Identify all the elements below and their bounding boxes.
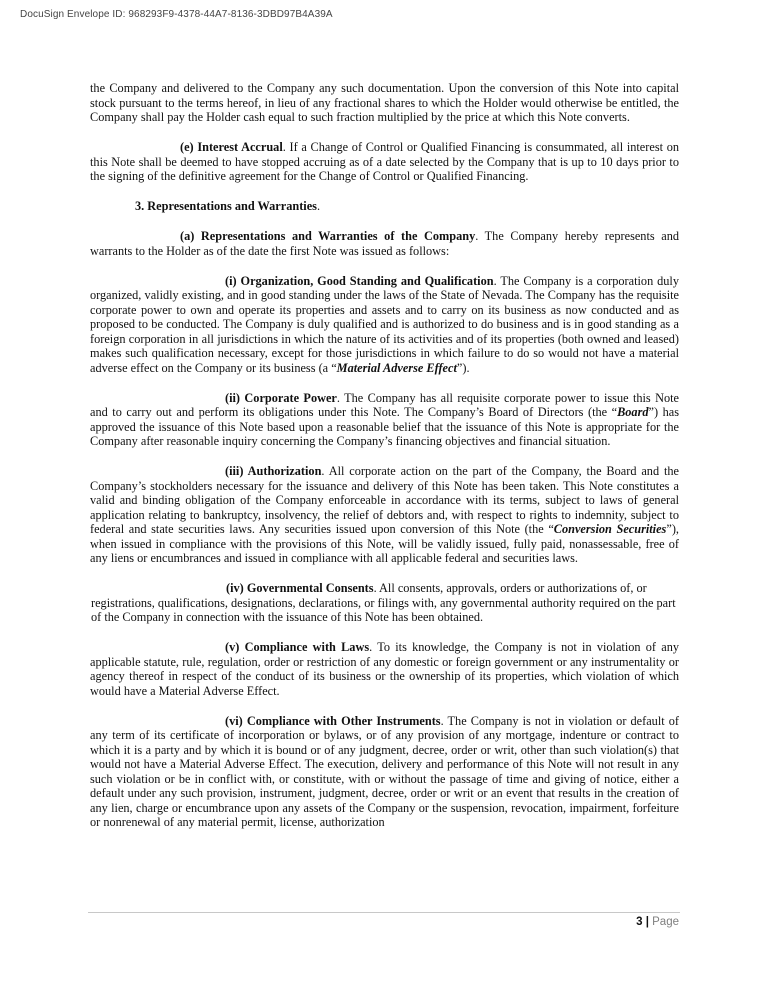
- paragraph-i-organization: [90, 274, 679, 376]
- paragraph-text-tail: ”), when issued in compliance with the provisions of this Note, will be validly issued, fully paid, nonassessable, free of any liens or encumbrances and issued in compliance with all applicable federal and securities laws.: [90, 522, 679, 565]
- paragraph-vi-compliance-instruments: [90, 714, 679, 830]
- paragraph-iv-governmental-consents: [90, 581, 679, 625]
- paragraph-a-representations: [90, 229, 679, 258]
- paragraph-e-interest-accrual: [90, 140, 679, 184]
- section-3-punct: .: [316, 199, 321, 213]
- paragraph-ii-corporate-power: [90, 391, 679, 449]
- paragraph-text: . If a Change of Control or Qualified Financing is consummated, all interest on this Note shall be deemed to have stopped accruing as of a date selected by the Company that is up to 10 days prior to the signing of the definitive agreement for the Change of Control or Qualified Financing.: [90, 140, 680, 183]
- paragraph-text: . The Company has all requisite corporate power to issue this Note and to carry out and perform its obligations under this Note. The Company’s Board of Directors (the “: [90, 390, 679, 419]
- page-number-separator: |: [645, 916, 649, 928]
- heading-authorization: (iii) Authorization: [225, 464, 322, 478]
- paragraph-text-tail: ”).: [456, 360, 470, 375]
- paragraph-text: . All corporate action on the part of the Company, the Board and the Company’s stockholders necessary for the issuance and delivery of this Note has been taken. This Note constitutes a valid and binding obligation of the Company enforceable in accordance with its terms, subject to laws of general application relating to bankruptcy, insolvency, the relief of debtors and, with respect to rights to indemnity, subject to federal and state securities laws. Any securities issued upon conversion of this Note (the “: [90, 464, 679, 536]
- page-number: [636, 916, 679, 928]
- paragraph-text: . The Company is not in violation or default of any term of its certificate of incorporation or bylaws, or of any provision of any mortgage, indenture or contract to which it is a party and by which it is bound or of any judgment, decree, order or writ, other than such violation(s) that would not have a Material Adverse Effect. The execution, delivery and performance of this Note will not result in any such violation or be in conflict with, or constitute, with or without the passage of time and giving of notice, either a default under any such provision, instrument, judgment, decree, order or writ or an event that results in the creation of any lien, charge or encumbrance upon any assets of the Company or the suspension, revocation, impairment, forfeiture or nonrenewal of any material permit, license, authorization: [90, 713, 679, 829]
- paragraph-v-compliance-laws: [90, 640, 679, 698]
- section-3-heading: [90, 199, 679, 214]
- paragraph-text: . The Company is a corporation duly organized, validly existing, and in good standing under the laws of the State of Nevada. The Company has the requisite corporate power to own and operate its properties and assets and to carry on its business as now conducted and as proposed to be conducted. The Company is duly qualified and is authorized to do business and is in good standing as a foreign corporation in all jurisdictions in which the nature of its activities and of its properties (both owned and leased) makes such qualification necessary, except for those jurisdictions in which failure to do so would not have a material adverse effect on the Company or its business (a “: [90, 273, 679, 375]
- defined-term-conversion-securities: Conversion Securities: [553, 522, 667, 536]
- page-label: Page: [652, 916, 679, 928]
- heading-governmental-consents: (iv) Governmental Consents: [226, 581, 374, 595]
- paragraph-continuation: the Company and delivered to the Company any such documentation. Upon the conversion of this Note into capital stock pursuant to the terms hereof, in lieu of any fractional shares to which the Holder would otherwise be entitled, the Company shall pay the Holder cash equal to such fraction multiplied by the price at which this Note converts.: [90, 81, 679, 124]
- section-3-title: 3. Representations and Warranties: [135, 199, 317, 213]
- heading-interest-accrual: (e) Interest Accrual: [180, 140, 283, 154]
- heading-representations-company: (a) Representations and Warranties of the Company: [180, 229, 476, 243]
- heading-corporate-power: (ii) Corporate Power: [225, 390, 337, 405]
- defined-term-board: Board: [617, 405, 649, 419]
- paragraph-text-tail: ”) has approved the issuance of this Note based upon a reasonable belief that the issuance of this Note is appropriate for the Company after reasonable inquiry concerning the Company’s financing objectives and financial situation.: [90, 405, 679, 448]
- document-body: [90, 81, 679, 830]
- heading-compliance-with-laws: (v) Compliance with Laws: [225, 640, 370, 654]
- paragraph-text: . All consents, approvals, orders or authorizations of, or registrations, qualifications, designations, declarations, or filings with, any governmental authority required on the part of the Company in connection with the issuance of this Note has been obtained.: [91, 581, 676, 624]
- envelope-id: DocuSign Envelope ID: 968293F9-4378-44A7-8136-3DBD97B4A39A: [20, 9, 333, 20]
- page-number-value: 3: [636, 916, 643, 928]
- paragraph-iii-authorization: [90, 464, 679, 566]
- paragraph-text: . To its knowledge, the Company is not in violation of any applicable statute, rule, regulation, order or restriction of any domestic or foreign government or any instrumentality or agency thereof in respect of the conduct of its business or the ownership of its properties, which violation of which would have a Material Adverse Effect.: [90, 640, 679, 698]
- footer-divider: [88, 912, 680, 913]
- paragraph-text: . The Company hereby represents and warrants to the Holder as of the date the first Note was issued as follows:: [90, 229, 679, 258]
- heading-organization: (i) Organization, Good Standing and Qualification: [225, 273, 494, 288]
- defined-term-material-adverse-effect: Material Adverse Effect: [336, 360, 457, 375]
- heading-compliance-other-instruments: (vi) Compliance with Other Instruments: [225, 713, 441, 728]
